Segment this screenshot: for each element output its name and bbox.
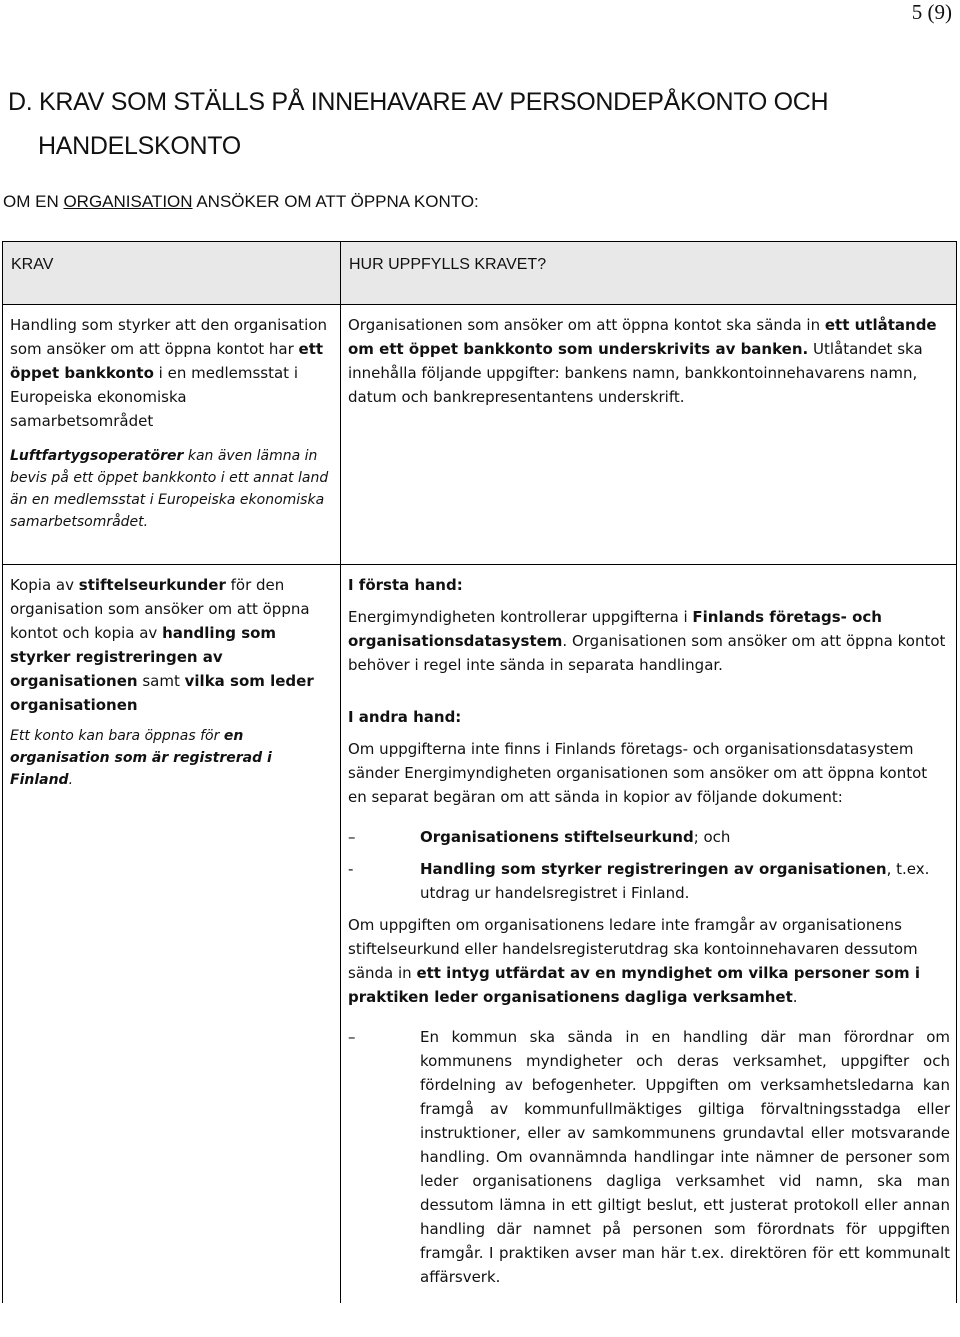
text-span: .	[792, 988, 798, 1006]
bold-span: Luftfartygsoperatörer	[10, 448, 184, 464]
requirements-table	[2, 241, 957, 1303]
row1-aircraft-note	[10, 445, 334, 533]
row2-requirement-text	[10, 573, 334, 717]
text-span: kan även lämna in bevis på ett öppet bankkonto i ett annat land än en medlemsstat i Europeiska ekonomiska samarbetsområdet.	[10, 448, 329, 530]
first-hand-text	[348, 605, 950, 677]
sub-heading-pre: OM EN	[3, 192, 64, 211]
header-hur-uppfylls: HUR UPPFYLLS KRAVET?	[341, 242, 957, 305]
text-span: Organisationen som ansöker om att öppna kontot ska sända in	[348, 316, 825, 334]
sub-heading-underlined: ORGANISATION	[63, 192, 193, 211]
row1-fulfilment-text	[348, 313, 950, 409]
row2-fulfilment-cell	[341, 565, 957, 1304]
section-heading	[8, 80, 948, 168]
row1-requirement-text	[10, 313, 334, 433]
text-span: för den organisation som ansöker om att öppna kontot och kopia av	[10, 576, 310, 642]
bold-span: ett öppet bankkonto	[10, 340, 324, 382]
table-row	[3, 305, 957, 565]
bold-span: en organisation som är registrerad i Finland	[10, 728, 272, 788]
row2-registration-note	[10, 725, 334, 791]
leader-paragraph	[348, 913, 950, 1009]
header-krav: KRAV	[3, 242, 341, 305]
bold-span: handling som styrker registreringen av organisationen	[10, 624, 277, 690]
bold-span: Organisationens stiftelseurkund	[420, 828, 694, 846]
bold-span: stiftelseurkunder	[78, 576, 226, 594]
bold-span: ett utlåtande om ett öppet bankkonto som underskrivits av banken.	[348, 316, 937, 358]
page-number: 5 (9)	[911, 0, 952, 24]
bold-span: Finlands företags- och organisationsdatasystem	[348, 608, 882, 650]
text-span: Energimyndigheten kontrollerar uppgifterna i	[348, 608, 693, 626]
dash-marker: -	[348, 860, 354, 878]
text-span: i en medlemsstat i Europeiska ekonomiska samarbetsområdet	[10, 364, 299, 430]
first-hand-label	[348, 573, 950, 597]
text-span: Handling som styrker att den organisation som ansöker om att öppna kontot har	[10, 316, 328, 358]
text-span: Om uppgiften om organisationens ledare inte framgår av organisationens stiftelseurkund eller handelsregisterutdrag ska kontoinnehavaren dessutom sända in	[348, 916, 918, 982]
text-span: Kopia av	[10, 576, 79, 594]
text-span: Ett konto kan bara öppnas för	[10, 728, 224, 744]
second-hand-text: Om uppgifterna inte finns i Finlands företags- och organisationsdatasystem sänder Energimyndigheten organisationen som ansöker om att öppna kontot en separat begäran om att sända in kopior av följande dokument:	[348, 740, 928, 806]
text-span: , t.ex. utdrag ur handelsregistret i Finland.	[420, 860, 930, 902]
table-header-row	[3, 242, 957, 305]
bold-span: Handling som styrker registreringen av organisationen	[420, 860, 887, 878]
second-hand-label	[348, 705, 950, 729]
text-span: . Organisationen som ansöker om att öppna kontot behöver i regel inte sända in separata handlingar.	[348, 632, 946, 674]
text-span: ; och	[693, 828, 731, 846]
row2-requirement-cell	[3, 565, 341, 1304]
list-item	[348, 825, 950, 849]
text-span: samt	[137, 672, 185, 690]
heading-line-2: HANDELSKONTO	[38, 132, 241, 160]
list-item	[348, 1025, 950, 1289]
table-row	[3, 565, 957, 1304]
list-item-text	[420, 857, 950, 905]
text-span: .	[68, 772, 74, 788]
row1-requirement-cell	[3, 305, 341, 565]
bold-span: I andra hand:	[348, 708, 462, 726]
bold-span: vilka som leder organisationen	[10, 672, 314, 714]
text-span: Utlåtandet ska innehålla följande uppgifter: bankens namn, bankkontoinnehavarens namn, datum och bankrepresentantens underskrift.	[348, 340, 923, 406]
dash-marker: –	[348, 1028, 356, 1046]
sub-heading	[3, 191, 479, 213]
list-item-text: En kommun ska sända in en handling där man förordnar om kommunens myndigheter och deras verksamhet, uppgifter och fördelning av befogenheter. Uppgiften om verksamhetsledarna kan framgå av kommunfullmäktiges giltiga förvaltningsstadga eller instruktioner, eller av samkommunens grundavtal eller motsvarande handling. Om ovannämnda handlingar inte nämner de personer som leder organisationens dagliga verksamhet vid namn, ska man dessutom lämna in ett giltigt beslut, ett justerat protokoll eller annan handling där namnet på personen som förordnats för uppgiften framgår. I praktiken avser man här t.ex. direktören för ett kommunalt affärsverk.	[420, 1028, 950, 1286]
sub-heading-post: ANSÖKER OM ATT ÖPPNA KONTO:	[192, 192, 479, 211]
list-item-text	[420, 825, 950, 849]
dash-marker: –	[348, 828, 356, 846]
list-item	[348, 857, 950, 905]
heading-line-1: D. KRAV SOM STÄLLS PÅ INNEHAVARE AV PERSONDEPÅKONTO OCH	[8, 88, 829, 116]
bold-span: ett intyg utfärdat av en myndighet om vilka personer som i praktiken leder organisationens dagliga verksamhet	[348, 964, 920, 1006]
bold-span: I första hand:	[348, 576, 463, 594]
row1-fulfilment-cell	[341, 305, 957, 565]
